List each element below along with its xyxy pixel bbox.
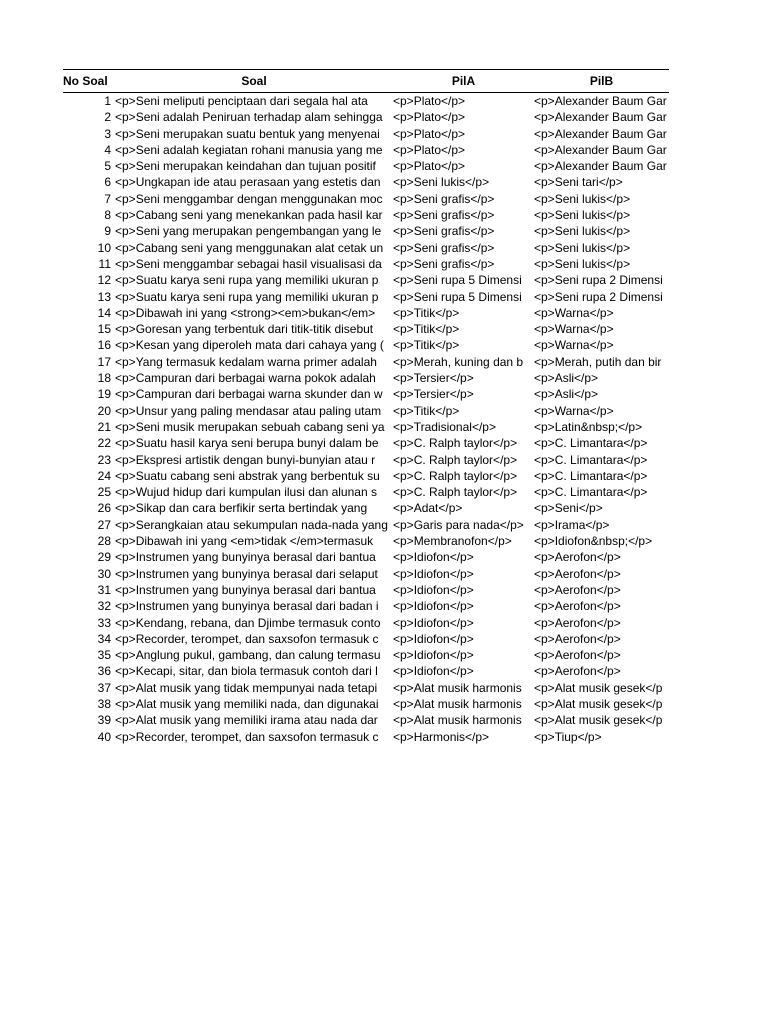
table-row [63, 419, 669, 435]
cell-pilb: <p>Merah, putih dan bir [534, 354, 662, 369]
table-row [63, 647, 669, 663]
cell-no: 28 [97, 534, 111, 549]
cell-no: 11 [98, 256, 111, 271]
table-row [63, 533, 669, 549]
cell-pila: <p>Idiofon</p> [393, 664, 474, 679]
cell-pila: <p>Harmonis</p> [393, 729, 490, 744]
cell-no: 19 [97, 387, 111, 402]
cell-pila: <p>Seni lukis</p> [393, 175, 490, 190]
cell-pila: <p>Plato</p> [393, 126, 466, 141]
header-pilb: PilB [589, 74, 614, 88]
cell-no: 10 [97, 240, 111, 255]
cell-pilb: <p>Seni tari</p> [534, 175, 623, 190]
cell-pila: <p>Titik</p> [393, 322, 460, 337]
cell-pila: <p>Alat musik harmonis [393, 696, 522, 711]
cell-pila: <p>Seni grafis</p> [393, 208, 495, 223]
cell-soal: <p>Unsur yang paling mendasar atau paling utam [115, 403, 382, 418]
cell-no: 34 [97, 631, 111, 646]
table-row [63, 126, 669, 142]
table-row [63, 729, 669, 745]
cell-pila: <p>Plato</p> [393, 94, 466, 108]
cell-pila: <p>Seni grafis</p> [393, 256, 495, 271]
cell-soal: <p>Cabang seni yang menggunakan alat cetak un [115, 240, 384, 255]
cell-pilb: <p>Alexander Baum Gar [534, 94, 667, 108]
cell-pilb: <p>Idiofon&nbsp;</p> [534, 534, 653, 549]
cell-no: 7 [104, 191, 111, 206]
table-row [63, 712, 669, 728]
cell-no: 21 [97, 419, 111, 434]
cell-soal: <p>Instrumen yang bunyinya berasal dari selaput [115, 566, 378, 581]
cell-soal: <p>Kendang, rebana, dan Djimbe termasuk conto [115, 615, 381, 630]
table-row [63, 142, 669, 158]
cell-pilb: <p>Asli</p> [534, 387, 599, 402]
cell-pilb: <p>Latin&nbsp;</p> [534, 419, 643, 434]
cell-pilb: <p>Alat musik gesek</p [534, 696, 663, 711]
table-row [63, 484, 669, 500]
cell-pilb: <p>Seni lukis</p> [534, 191, 631, 206]
cell-soal: <p>Instrumen yang bunyinya berasal dari bantua [115, 582, 376, 597]
cell-pilb: <p>Seni lukis</p> [534, 240, 631, 255]
cell-pilb: <p>C. Limantara</p> [534, 485, 648, 500]
cell-pilb: <p>Seni lukis</p> [534, 208, 631, 223]
cell-no: 3 [104, 126, 111, 141]
cell-pilb: <p>C. Limantara</p> [534, 452, 648, 467]
cell-no: 25 [97, 485, 111, 500]
cell-pila: <p>C. Ralph taylor</p> [393, 436, 518, 451]
cell-pilb: <p>Warna</p> [534, 305, 614, 320]
cell-soal: <p>Suatu karya seni rupa yang memiliki ukuran p [115, 289, 379, 304]
table-row [63, 598, 669, 614]
cell-soal: <p>Seni adalah kegiatan rohani manusia yang me [115, 142, 383, 157]
cell-pila: <p>Garis para nada</p> [393, 517, 524, 532]
table-row [63, 517, 669, 533]
cell-pila: <p>Alat musik harmonis [393, 713, 522, 728]
cell-pilb: <p>Irama</p> [534, 517, 610, 532]
cell-pilb: <p>Alexander Baum Gar [534, 159, 667, 174]
cell-no: 12 [97, 273, 111, 288]
table-row [63, 500, 669, 516]
header-no-soal: No Soal [63, 74, 108, 88]
table-row [63, 321, 669, 337]
cell-pilb: <p>Seni rupa 2 Dimensi [534, 289, 663, 304]
spreadsheet-table [63, 69, 669, 745]
cell-pilb: <p>Warna</p> [534, 322, 614, 337]
cell-soal: <p>Recorder, terompet, dan saxsofon termasuk c [115, 729, 379, 744]
table-row [63, 696, 669, 712]
cell-no: 27 [97, 517, 111, 532]
cell-pila: <p>Idiofon</p> [393, 648, 474, 663]
cell-soal: <p>Campuran dari berbagai warna skunder dan w [115, 387, 383, 402]
cell-pilb: <p>Aerofon</p> [534, 550, 621, 565]
cell-soal: <p>Seni musik merupakan sebuah cabang seni ya [115, 419, 385, 434]
cell-pila: <p>Idiofon</p> [393, 550, 474, 565]
cell-pila: <p>Tersier</p> [393, 371, 474, 386]
table-row [63, 93, 669, 109]
table-row [63, 289, 669, 305]
cell-no: 6 [104, 175, 111, 190]
cell-pilb: <p>Alexander Baum Gar [534, 110, 667, 125]
table-body [63, 93, 669, 745]
cell-no: 4 [104, 142, 111, 157]
cell-no: 18 [97, 371, 111, 386]
table-row [63, 663, 669, 679]
cell-pilb: <p>Aerofon</p> [534, 599, 621, 614]
cell-pila: <p>C. Ralph taylor</p> [393, 452, 518, 467]
cell-no: 20 [97, 403, 111, 418]
cell-no: 14 [97, 305, 111, 320]
cell-no: 32 [97, 599, 111, 614]
table-row [63, 549, 669, 565]
cell-soal: <p>Suatu cabang seni abstrak yang berbentuk su [115, 468, 380, 483]
cell-pilb: <p>Warna</p> [534, 403, 614, 418]
table-row [63, 256, 669, 272]
table-row [63, 272, 669, 288]
table-row [63, 386, 669, 402]
cell-no: 15 [97, 322, 111, 337]
cell-soal: <p>Goresan yang terbentuk dari titik-titik disebut [115, 322, 374, 337]
cell-pila: <p>Plato</p> [393, 142, 466, 157]
cell-pilb: <p>Aerofon</p> [534, 648, 621, 663]
cell-soal: <p>Instrumen yang bunyinya berasal dari badan i [115, 599, 379, 614]
cell-soal: <p>Seni merupakan keindahan dan tujuan positif [115, 159, 376, 174]
cell-no: 26 [97, 501, 111, 516]
header-row [63, 70, 669, 93]
table-row [63, 158, 669, 174]
cell-pilb: <p>Alat musik gesek</p [534, 680, 663, 695]
cell-pilb: <p>Aerofon</p> [534, 582, 621, 597]
cell-pilb: <p>Asli</p> [534, 371, 599, 386]
table-row [63, 305, 669, 321]
cell-pilb: <p>Alexander Baum Gar [534, 142, 667, 157]
table-row [63, 174, 669, 190]
table-row [63, 452, 669, 468]
cell-no: 22 [97, 436, 111, 451]
cell-soal: <p>Seni adalah Peniruan terhadap alam sehingga [115, 110, 383, 125]
cell-no: 37 [97, 680, 111, 695]
cell-soal: <p>Instrumen yang bunyinya berasal dari bantua [115, 550, 376, 565]
cell-no: 9 [104, 224, 111, 239]
cell-pila: <p>Alat musik harmonis [393, 680, 522, 695]
cell-pila: <p>Seni grafis</p> [393, 240, 495, 255]
cell-pila: <p>Titik</p> [393, 338, 460, 353]
table-row [63, 631, 669, 647]
cell-pila: <p>Idiofon</p> [393, 566, 474, 581]
cell-soal: <p>Seni menggambar dengan menggunakan moc [115, 191, 383, 206]
cell-pilb: <p>Alat musik gesek</p [534, 713, 663, 728]
table-row [63, 337, 669, 353]
cell-no: 13 [97, 289, 111, 304]
cell-pilb: <p>Aerofon</p> [534, 664, 621, 679]
cell-no: 5 [104, 159, 111, 174]
cell-soal: <p>Seni menggambar sebagai hasil visualisasi da [115, 256, 382, 271]
cell-soal: <p>Anglung pukul, gambang, dan calung termasu [115, 648, 381, 663]
table-row [63, 680, 669, 696]
cell-no: 17 [97, 354, 111, 369]
table-row [63, 370, 669, 386]
cell-pila: <p>C. Ralph taylor</p> [393, 468, 518, 483]
cell-soal: <p>Suatu hasil karya seni berupa bunyi dalam be [115, 436, 379, 451]
cell-no: 2 [104, 110, 111, 125]
table-row [63, 354, 669, 370]
cell-no: 23 [97, 452, 111, 467]
cell-soal: <p>Dibawah ini yang <strong><em>bukan</em> [115, 305, 376, 320]
cell-no: 35 [97, 648, 111, 663]
cell-pila: <p>Seni grafis</p> [393, 224, 495, 239]
table-row [63, 223, 669, 239]
table-row [63, 566, 669, 582]
cell-no: 38 [97, 696, 111, 711]
cell-no: 31 [97, 582, 111, 597]
cell-soal: <p>Suatu karya seni rupa yang memiliki ukuran p [115, 273, 379, 288]
cell-pila: <p>Merah, kuning dan b [393, 354, 524, 369]
cell-soal: <p>Seni merupakan suatu bentuk yang menyenai [115, 126, 380, 141]
cell-soal: <p>Alat musik yang tidak mempunyai nada tetapi [115, 680, 378, 695]
cell-pila: <p>Tradisional</p> [393, 419, 496, 434]
cell-no: 1 [104, 94, 111, 108]
cell-pila: <p>C. Ralph taylor</p> [393, 485, 518, 500]
cell-pila: <p>Idiofon</p> [393, 631, 474, 646]
cell-soal: <p>Serangkaian atau sekumpulan nada-nada yang [115, 517, 388, 532]
table-row [63, 240, 669, 256]
cell-pilb: <p>Warna</p> [534, 338, 614, 353]
cell-no: 30 [97, 566, 111, 581]
cell-soal: <p>Alat musik yang memiliki irama atau nada dar [115, 713, 378, 728]
cell-no: 40 [97, 729, 111, 744]
cell-pila: <p>Seni rupa 5 Dimensi [393, 289, 522, 304]
table-row [63, 615, 669, 631]
cell-no: 33 [97, 615, 111, 630]
table-row [63, 191, 669, 207]
table-row [63, 468, 669, 484]
cell-pila: <p>Idiofon</p> [393, 582, 474, 597]
cell-pilb: <p>Seni lukis</p> [534, 256, 631, 271]
cell-no: 24 [97, 468, 111, 483]
cell-soal: <p>Alat musik yang memiliki nada, dan digunakai [115, 696, 379, 711]
cell-pila: <p>Membranofon</p> [393, 534, 512, 549]
table-row [63, 403, 669, 419]
cell-soal: <p>Wujud hidup dari kumpulan ilusi dan alunan s [115, 485, 377, 500]
cell-pila: <p>Idiofon</p> [393, 599, 474, 614]
cell-no: 36 [97, 664, 111, 679]
table-row [63, 207, 669, 223]
cell-pilb: <p>Tiup</p> [534, 729, 602, 744]
cell-no: 16 [97, 338, 111, 353]
cell-pilb: <p>Aerofon</p> [534, 631, 621, 646]
cell-pilb: <p>Seni rupa 2 Dimensi [534, 273, 663, 288]
cell-no: 29 [97, 550, 111, 565]
cell-soal: <p>Seni meliputi penciptaan dari segala hal ata [115, 94, 368, 108]
header-pila: PilA [451, 74, 476, 88]
cell-pilb: <p>Aerofon</p> [534, 615, 621, 630]
cell-pila: <p>Seni grafis</p> [393, 191, 495, 206]
cell-pilb: <p>Alexander Baum Gar [534, 126, 667, 141]
cell-pilb: <p>C. Limantara</p> [534, 468, 648, 483]
cell-soal: <p>Sikap dan cara berfikir serta bertindak yang [115, 501, 368, 516]
cell-pila: <p>Plato</p> [393, 159, 466, 174]
cell-soal: <p>Campuran dari berbagai warna pokok adalah [115, 371, 376, 386]
header-soal: Soal [241, 74, 267, 88]
cell-soal: <p>Kecapi, sitar, dan biola termasuk contoh dari l [115, 664, 378, 679]
cell-soal: <p>Kesan yang diperoleh mata dari cahaya yang ( [115, 338, 384, 353]
cell-pila: <p>Idiofon</p> [393, 615, 474, 630]
cell-pilb: <p>C. Limantara</p> [534, 436, 648, 451]
cell-soal: <p>Yang termasuk kedalam warna primer adalah [115, 354, 377, 369]
cell-pila: <p>Adat</p> [393, 501, 463, 516]
cell-soal: <p>Seni yang merupakan pengembangan yang le [115, 224, 382, 239]
cell-no: 8 [104, 208, 111, 223]
cell-pila: <p>Tersier</p> [393, 387, 474, 402]
cell-pilb: <p>Seni lukis</p> [534, 224, 631, 239]
cell-pila: <p>Plato</p> [393, 110, 466, 125]
cell-soal: <p>Recorder, terompet, dan saxsofon termasuk c [115, 631, 379, 646]
table-row [63, 109, 669, 125]
cell-pila: <p>Seni rupa 5 Dimensi [393, 273, 522, 288]
table-row [63, 435, 669, 451]
cell-pilb: <p>Aerofon</p> [534, 566, 621, 581]
cell-soal: <p>Cabang seni yang menekankan pada hasil kar [115, 208, 383, 223]
cell-soal: <p>Ekspresi artistik dengan bunyi-bunyian atau r [115, 452, 376, 467]
cell-no: 39 [97, 713, 111, 728]
table-row [63, 582, 669, 598]
cell-pila: <p>Titik</p> [393, 305, 460, 320]
cell-soal: <p>Dibawah ini yang <em>tidak </em>termasuk [115, 534, 374, 549]
cell-pilb: <p>Seni</p> [534, 501, 603, 516]
cell-pila: <p>Titik</p> [393, 403, 460, 418]
cell-soal: <p>Ungkapan ide atau perasaan yang estetis dan [115, 175, 381, 190]
